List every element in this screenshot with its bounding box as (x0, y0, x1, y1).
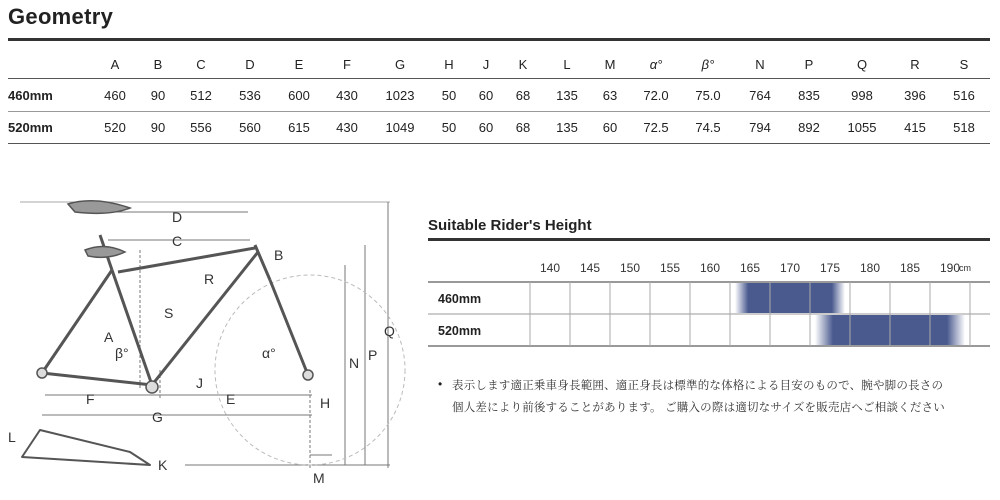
dim-label-e: E (226, 391, 236, 407)
table-cell: 998 (851, 88, 873, 103)
table-cell: 794 (749, 120, 771, 135)
column-header: C (196, 57, 206, 72)
column-header: E (294, 57, 304, 72)
column-header: L (563, 57, 571, 72)
column-header: N (755, 57, 765, 72)
table-cell: 430 (336, 88, 358, 103)
dim-label-n: N (349, 355, 360, 371)
table-cell: 396 (904, 88, 926, 103)
note-line-1: 表示します適正乗車身長範囲、適正身長は標準的な体格による目安のもので、腕や脚の長さの (452, 380, 944, 392)
dim-label-r: R (204, 271, 215, 287)
table-cell: 50 (441, 88, 457, 103)
column-header: α° (649, 57, 663, 72)
dim-label-l: L (8, 429, 16, 445)
table-cell: 892 (798, 120, 820, 135)
scale-label: 175 (819, 261, 841, 275)
column-header: K (518, 57, 528, 72)
table-cell: 560 (239, 120, 261, 135)
table-cell: 63 (602, 88, 618, 103)
scale-label: 155 (659, 261, 681, 275)
dim-label-q: Q (384, 323, 395, 339)
dim-label-c: C (172, 233, 183, 249)
table-cell: 75.0 (695, 88, 721, 103)
dim-label-h: H (320, 395, 331, 411)
table-cell: 430 (336, 120, 358, 135)
table-bottom-rule (8, 143, 990, 144)
column-header: J (482, 57, 490, 72)
dim-label-g: G (152, 409, 163, 425)
column-header: H (444, 57, 454, 72)
column-header: β° (701, 57, 715, 72)
dim-label-s: S (164, 305, 174, 321)
table-cell: 1055 (847, 120, 877, 135)
column-header: F (343, 57, 351, 72)
column-header: D (245, 57, 255, 72)
table-cell: 415 (904, 120, 926, 135)
column-header: P (804, 57, 814, 72)
table-cell: 835 (798, 88, 820, 103)
scale-label: 165 (739, 261, 761, 275)
column-header: S (959, 57, 969, 72)
table-cell: 1023 (385, 88, 415, 103)
scale-label: 185 (899, 261, 921, 275)
column-header: Q (856, 57, 868, 72)
title-rule (8, 38, 990, 41)
column-header: R (910, 57, 920, 72)
dim-label-alpha: α° (262, 345, 276, 361)
scale-label: 190 (939, 261, 961, 275)
scale-label: 180 (859, 261, 881, 275)
row-size-label: 460mm (8, 88, 53, 103)
table-cell: 68 (515, 88, 531, 103)
column-header: A (110, 57, 120, 72)
table-cell: 135 (556, 88, 578, 103)
dim-label-a: A (104, 329, 114, 345)
table-cell: 460 (104, 88, 126, 103)
table-cell: 60 (478, 88, 494, 103)
dim-label-k: K (158, 457, 168, 473)
table-cell: 90 (150, 88, 166, 103)
dim-label-m: M (313, 470, 325, 486)
rider-row-label: 460mm (438, 292, 482, 306)
scale-label: 160 (699, 261, 721, 275)
geometry-title: Geometry (8, 4, 114, 29)
geometry-row (0, 86, 1000, 106)
rider-height-rule (428, 238, 990, 241)
column-header: B (153, 57, 163, 72)
table-cell: 512 (190, 88, 212, 103)
bike-geometry-diagram (0, 190, 420, 500)
table-cell: 60 (478, 120, 494, 135)
dim-label-b: B (274, 247, 284, 263)
note-line-2: 個人差により前後することがあります。 ご購入の際は適切なサイズを販売店へご相談ください (452, 402, 945, 414)
table-cell: 520 (104, 120, 126, 135)
row-divider (8, 111, 990, 112)
scale-label: 150 (619, 261, 641, 275)
scale-label: 145 (579, 261, 601, 275)
table-cell: 600 (288, 88, 310, 103)
table-cell: 72.0 (643, 88, 669, 103)
geometry-header-row (0, 55, 1000, 75)
rider-row-label: 520mm (438, 324, 482, 338)
height-range-band (735, 283, 845, 313)
table-cell: 536 (239, 88, 261, 103)
scale-label: 140 (539, 261, 561, 275)
note-bullet: • (438, 377, 443, 391)
table-cell: 764 (749, 88, 771, 103)
table-cell: 68 (515, 120, 531, 135)
table-cell: 516 (953, 88, 975, 103)
table-cell: 518 (953, 120, 975, 135)
table-cell: 72.5 (643, 120, 669, 135)
table-cell: 74.5 (695, 120, 721, 135)
dim-label-f: F (86, 391, 95, 407)
table-cell: 1049 (385, 120, 415, 135)
column-header: G (394, 57, 406, 72)
table-cell: 615 (288, 120, 310, 135)
dim-label-j: J (196, 375, 203, 391)
header-divider (8, 78, 990, 79)
dim-label-beta: β° (115, 345, 129, 361)
column-header: M (604, 57, 616, 72)
table-cell: 556 (190, 120, 212, 135)
dim-label-d: D (172, 209, 183, 225)
table-cell: 90 (150, 120, 166, 135)
scale-label: 170 (779, 261, 801, 275)
geometry-row (0, 118, 1000, 138)
table-cell: 135 (556, 120, 578, 135)
table-cell: 50 (441, 120, 457, 135)
row-size-label: 520mm (8, 120, 53, 135)
table-cell: 60 (602, 120, 618, 135)
rider-height-title: Suitable Rider's Height (428, 217, 592, 234)
dim-label-p: P (368, 347, 378, 363)
rider-height-chart (428, 252, 990, 352)
scale-unit: cm (959, 263, 971, 273)
